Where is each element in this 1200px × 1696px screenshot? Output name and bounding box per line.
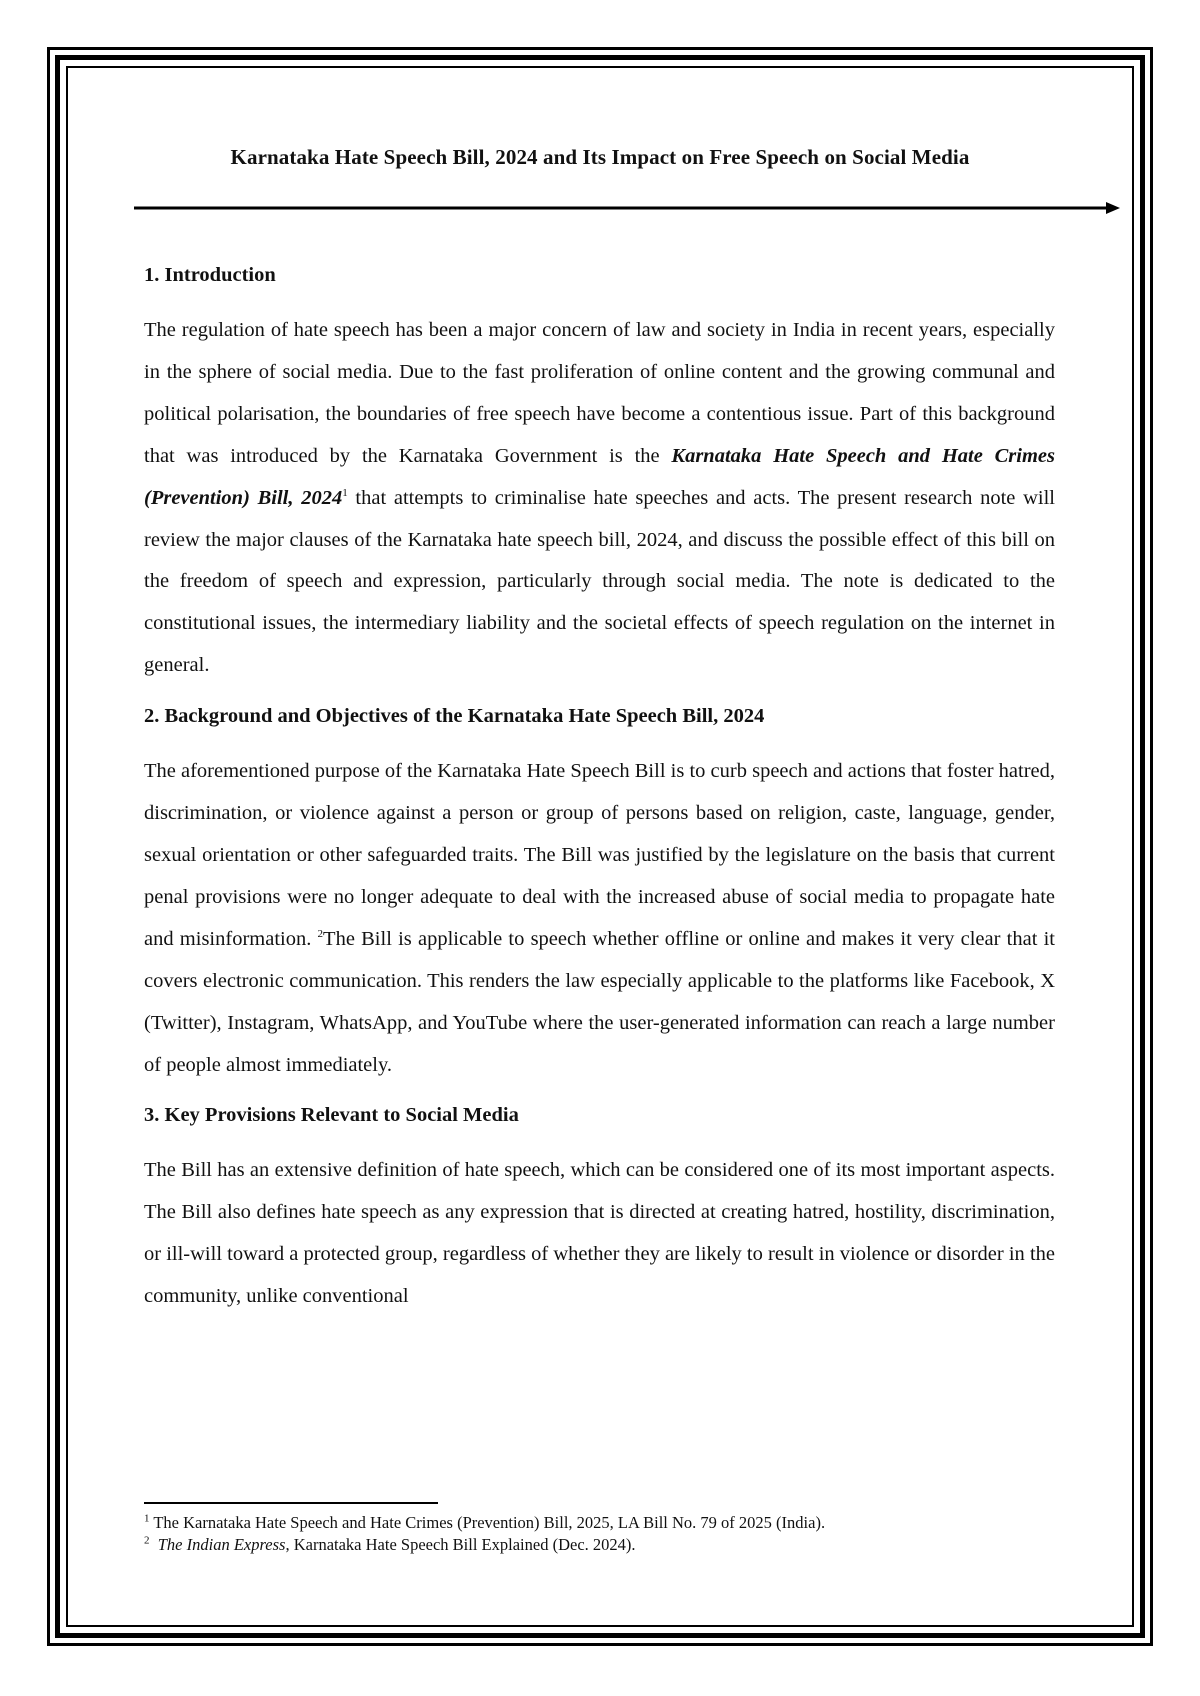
footnote-separator xyxy=(144,1502,438,1504)
footnote-source-2: The Indian Express xyxy=(157,1535,286,1554)
footnote-ref-1[interactable]: 1 xyxy=(342,486,348,499)
footnote-ref-2[interactable]: 2 xyxy=(317,927,324,940)
footnote-number-2: 2 xyxy=(144,1534,150,1547)
section-paragraph-introduction xyxy=(144,310,1055,687)
footnote-number-1: 1 xyxy=(144,1512,150,1525)
section-paragraph-background xyxy=(144,751,1055,1086)
footnote-text-1: The Karnataka Hate Speech and Hate Crimes (Prevention) Bill, 2025, LA Bill No. 79 of 2025 (India). xyxy=(149,1513,826,1532)
document-body xyxy=(144,258,1055,1330)
section-heading-introduction: 1. Introduction xyxy=(144,264,276,286)
bill-name-emphasis: Karnataka Hate Speech and Hate Crimes (Prevention) Bill, 2024 xyxy=(144,444,1055,509)
document-title: Karnataka Hate Speech Bill, 2024 and Its Impact on Free Speech on Social Media xyxy=(230,145,970,169)
section-heading-key-provisions: 3. Key Provisions Relevant to Social Media xyxy=(144,1104,519,1127)
footnote-1 xyxy=(144,1512,1064,1534)
section-paragraph-key-provisions: The Bill has an extensive definition of hate speech, which can be considered one of its most important aspects. The Bill also defines hate speech as any expression that is directed at creating hatred, hostility, discrimination, or ill-will toward a protected group, regardless of whether they are likely to result in violence or disorder in the community, unlike conventional xyxy=(144,1159,1055,1308)
footnote-text-2: , Karnataka Hate Speech Bill Explained (Dec. 2024). xyxy=(285,1535,636,1554)
footnotes xyxy=(144,1512,1064,1556)
title-arrow-divider xyxy=(134,201,1120,215)
section-heading-background: 2. Background and Objectives of the Karnataka Hate Speech Bill, 2024 xyxy=(144,705,765,728)
background-text-start: The aforementioned purpose of the Karnataka Hate Speech Bill is to curb speech and actions that foster hatred, discrimination, or violence against a person or group of persons based on religion, caste, language, gender, sexual orientation or other safeguarded traits. The Bill was justified by the legislature on the basis that current penal provisions were no longer adequate to deal with the increased abuse of social media to propagate hate and misinformation. xyxy=(144,760,1055,950)
intro-text-start: The regulation of hate speech has been a major concern of law and society in India in recent years, especially in the sphere of social media. Due to the fast proliferation of online content and the growing communal and political polarisation, the boundaries of free speech have become a contentious issue. Part of this background that was introduced by the Karnataka Government is the xyxy=(144,319,1055,467)
background-text-end: The Bill is applicable to speech whether offline or online and makes it very clear that it covers electronic communication. This renders the law especially applicable to the platforms like Facebook, X (Twitter), Instagram, WhatsApp, and YouTube where the user-generated information can reach a large number of people almost immediately. xyxy=(144,927,1055,1076)
intro-text-end: that attempts to criminalise hate speeches and acts. The present research note will review the major clauses of the Karnataka hate speech bill, 2024, and discuss the possible effect of this bill on the freedom of speech and expression, particularly through social media. The note is dedicated to the constitutional issues, the intermediary liability and the societal effects of speech regulation on the internet in general. xyxy=(144,486,1055,677)
footnote-2 xyxy=(144,1534,1064,1556)
